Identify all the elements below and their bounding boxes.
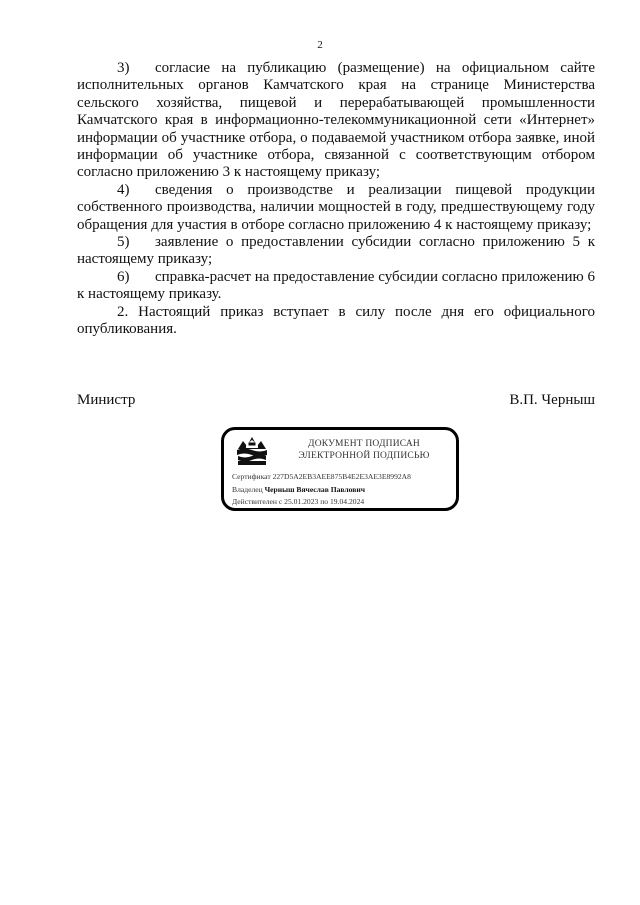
list-item-text: справка-расчет на предоставление субсидии согласно приложению 6 к настоящему приказу. — [77, 268, 595, 303]
document-body — [77, 60, 595, 339]
kamchatka-coat-of-arms-icon — [236, 436, 268, 466]
signatory-position: Министр — [77, 392, 136, 408]
owner-label: Владелец — [232, 484, 263, 494]
list-item-number: 4) — [117, 181, 130, 198]
list-item-4 — [77, 182, 595, 234]
list-item-number: 3) — [117, 60, 130, 76]
valid-to-label: по — [320, 497, 329, 506]
list-item-text: согласие на публикацию (размещение) на официальном сайте исполнительных органов Камчатского края на странице Министерства сельского хозяйства, пищевой и перерабатывающей промышленности Камчатского края в информационно-телекоммуникационной сети «Интернет» информации об участнике отбора, о подаваемой участником отбора заявке, иной информации об участнике отбора, связанной с соответствующим отбором согласно приложению 3 к настоящему приказу; — [77, 60, 595, 181]
signature-block — [77, 391, 595, 409]
stamp-details — [232, 471, 458, 509]
valid-from-label: Действителен с — [232, 497, 283, 506]
validity-line — [232, 496, 458, 509]
list-item-text: сведения о производстве и реализации пищевой продукции собственного производства, наличии мощностей в году, предшествующему году обращения для участия в отборе согласно приложению 4 к настоящему приказу; — [77, 181, 595, 233]
signatory-name: В.П. Черныш — [509, 392, 595, 408]
certificate-label: Сертификат — [232, 472, 271, 481]
stamp-title — [276, 438, 452, 462]
certificate-value: 227D5A2EB3AEE875B4E2E3AE3E8992A8 — [272, 472, 411, 481]
list-item-5 — [77, 234, 595, 269]
stamp-title-line-2: ЭЛЕКТРОННОЙ ПОДПИСЬЮ — [298, 451, 430, 461]
list-item-number: 6) — [117, 268, 130, 285]
list-item-3 — [77, 60, 595, 182]
page-number: 2 — [317, 39, 323, 51]
clause-2: 2. Настоящий приказ вступает в силу после дня его официального опубликования. — [77, 303, 595, 338]
valid-from-date: 25.01.2023 — [284, 497, 319, 506]
certificate-line — [232, 471, 458, 484]
electronic-signature-stamp — [221, 427, 459, 511]
list-item-text: заявление о предоставлении субсидии согласно приложению 5 к настоящему приказу; — [77, 234, 595, 268]
valid-to-date: 19.04.2024 — [330, 497, 365, 506]
owner-line — [232, 484, 458, 497]
stamp-title-line-1: ДОКУМЕНТ ПОДПИСАН — [308, 439, 420, 449]
list-item-6 — [77, 269, 595, 304]
list-item-number: 5) — [117, 234, 130, 251]
owner-value: Черныш Вячеслав Павлович — [264, 484, 366, 494]
